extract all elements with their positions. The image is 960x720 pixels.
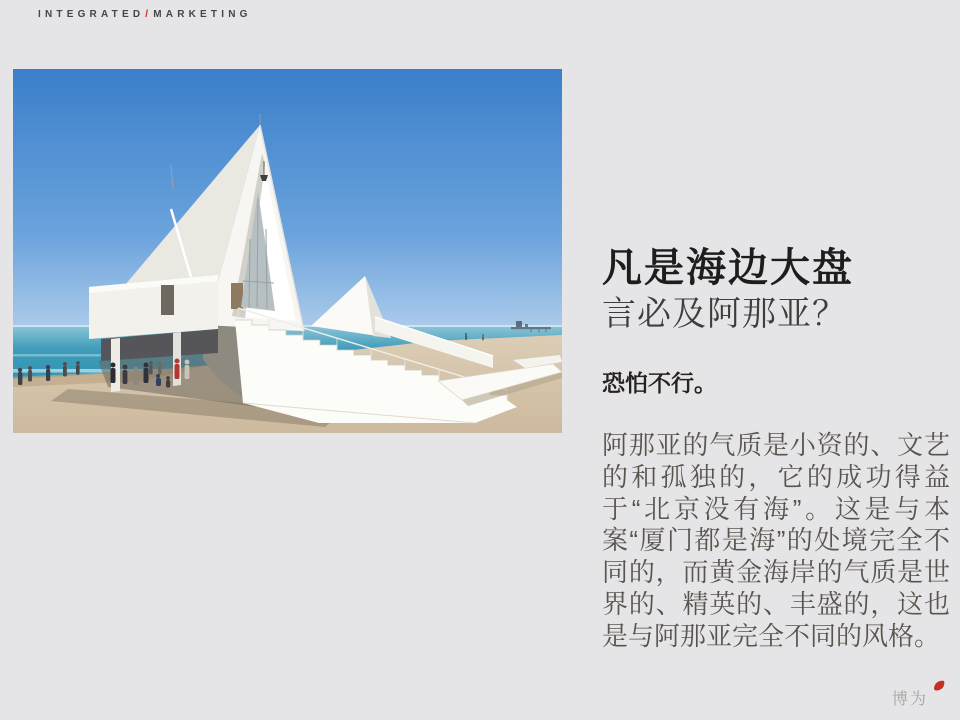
company-logo	[892, 686, 952, 714]
brand-header	[38, 9, 252, 20]
beach-chapel-photo	[13, 69, 562, 433]
brand-slash: /	[145, 9, 153, 20]
logo-petal-icon	[933, 680, 946, 692]
brand-left: INTEGRATED	[38, 9, 145, 20]
brand-right: MARKETING	[153, 9, 252, 20]
slide-title-line1: 凡是海边大盘	[602, 246, 854, 290]
slide-title-line2: 言必及阿那亚？	[602, 295, 847, 333]
slide-body-text: 阿那亚的气质是小资的、文艺的和孤独的，它的成功得益于“北京没有海”。这是与本案“厦门都是海”的处境完全不同的，而黄金海岸的气质是世界的、精英的、丰盛的，这也是与阿那亚完全不同的风格。	[602, 430, 950, 651]
logo-text: 博为	[892, 691, 929, 708]
slide-subtitle: 恐怕不行。	[602, 370, 717, 396]
